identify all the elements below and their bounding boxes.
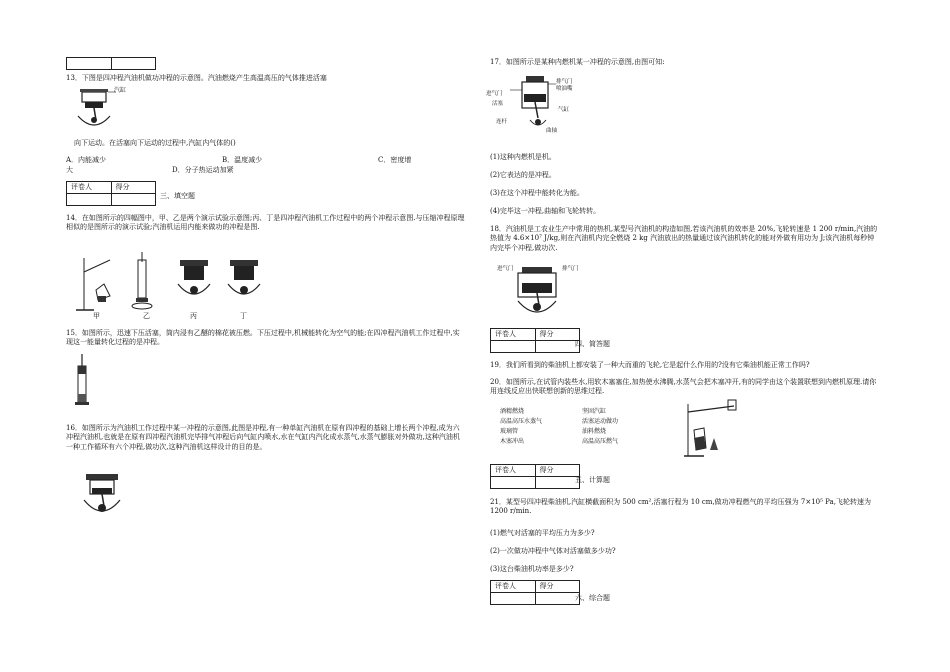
score-table-reviewer: 评卷人 (491, 581, 536, 593)
q14-label-jia: 甲 (93, 312, 100, 320)
q16-text: 16．如图所示为汽油机工作过程中某一冲程的示意图,此图是冲程,有一种单缸汽油机在原有四冲程的基础上增长两个冲程,成为六冲程汽油机,也就是在原有四冲程汽油机完毕排气冲程后向气缸内喷水,水在气缸内汽化成水蒸气,水蒸气膨胀对外做功,这种汽油机一种工作循环有六个冲程,做功次,这种汽油机这样设计的目的是。 (66, 424, 460, 451)
score-table-reviewer: 评卷人 (67, 182, 112, 194)
q15-text: 15．如图所示，迅速下压活塞，筒内浸有乙醚的棉花被压燃。下压过程中,机械能转化为空气的能;在四冲程汽油机工作过程中,实现这一能量转化过程的是冲程。 (66, 329, 460, 347)
q17-sub-1: (1)这种内燃机是机。 (490, 153, 556, 161)
q20-right-item: 坚固汽缸 (582, 408, 607, 415)
q14-label-bing: 丙 (190, 312, 197, 320)
q20-right-item: 高温高压燃气 (582, 438, 619, 445)
q20-left-item: 木塞冲出 (500, 438, 525, 445)
q17-label-piston: 活塞 (492, 101, 504, 107)
q13-engine-figure (72, 86, 142, 132)
score-table-score: 得分 (535, 581, 580, 593)
q17-label-spray: 喷油嘴 (556, 86, 573, 92)
q13-option-c-cont: 大 (66, 166, 73, 174)
score-table-3 (66, 181, 156, 206)
q20-left-item: 酒精燃烧 (500, 408, 525, 415)
q13-text: 13．下图是四冲程汽油机做功冲程的示意图。汽油燃烧产生高温高压的气体推进活塞 (66, 74, 327, 82)
score-table-score: 得分 (111, 182, 156, 194)
q20-text: 20．如图所示,在试管内装些水,用软木塞塞住,加热使水沸腾,水蒸气会把木塞冲开,有的同学由这个装置联想到内燃机原理.请你用连线反应出快联想创新的思维过程. (490, 378, 877, 396)
q14-label-ding: 丁 (240, 312, 247, 320)
q17-engine-figure (500, 72, 590, 138)
q14-figures (70, 250, 290, 316)
q13-text2: 向下运动。在活塞向下运动的过程中,汽缸内气体的() (74, 139, 236, 147)
q17-label-exhaust: 排气门 (556, 79, 573, 85)
section-6-title: 六、综合题 (575, 594, 610, 602)
score-table-4 (490, 328, 580, 353)
score-table-6 (490, 580, 580, 605)
q21-text: 21．某型号四冲程柴油机,汽缸横截面积为 500 cm²,活塞行程为 10 cm,做功冲程燃气的平均压强为 7×10⁵ Pa,飞轮转速为 1200 r/min. (490, 498, 871, 516)
q17-label-rod: 连杆 (496, 119, 508, 125)
score-table-reviewer: 评卷人 (491, 465, 536, 477)
q17-label-crank: 曲轴 (546, 128, 558, 134)
q14-label-yi: 乙 (143, 312, 150, 320)
q13-option-a: A．内能减少 (66, 156, 107, 164)
section-3-title: 三、填空题 (160, 192, 195, 200)
q13-option-d: D．分子热运动加紧 (172, 166, 234, 174)
score-table-score: 得分 (535, 465, 580, 477)
q20-right-item: 油料燃烧 (582, 428, 607, 435)
score-table-5 (490, 464, 580, 489)
q20-right-item: 活塞运动做功 (582, 418, 619, 425)
q17-label-intake: 进气门 (486, 91, 503, 97)
section-5-title: 五、计算题 (575, 476, 610, 484)
q14-text: 14．在如图所示的四幅图中，甲、乙是两个演示试验示意图;丙、丁是四冲程汽油机工作过程中的两个冲程示意图.与压缩冲程原理相似的是图所示的演示试验;汽油机运用内能来做功的冲程是图. (66, 214, 465, 232)
q19-text: 19．我们所看到的柴油机上都安装了一种大而重的飞轮,它是起什么作用的?没有它柴油机能正常工作吗? (490, 361, 810, 369)
q17-label-cylinder: 气缸 (558, 107, 570, 113)
q20-apparatus-figure (684, 398, 748, 460)
q15-syringe-figure (72, 354, 92, 412)
q20-right-list (582, 407, 618, 447)
q13-option-c: C．密度增 (378, 156, 412, 164)
score-table-top (66, 57, 156, 70)
score-table-score: 得分 (535, 329, 580, 341)
section-4-title: 四、简答题 (575, 340, 610, 348)
q18-text: 18．汽油机是工农业生产中常用的热机,某型号汽油机的构造如图,若该汽油机的效率是 20%,飞轮转速是 1 200 r/min,汽油的热值为 4.6×10⁷ J/kg,则在汽油机内完全燃烧 2 kg 汽油放出的热量通过该汽油机转化的能对外做有用功为 J;该汽油机每秒钟内完毕个冲程,做功次. (490, 225, 878, 252)
q20-left-list (500, 407, 542, 447)
score-table-reviewer: 评卷人 (491, 329, 536, 341)
q20-left-item: 玻璃管 (500, 428, 519, 435)
q21-sub-3: (3)这台柴油机功率是多少? (490, 565, 574, 573)
q18-label-intake: 进气门 (497, 266, 514, 272)
q21-sub-2: (2)一次做功冲程中气体对活塞做多少功? (490, 547, 616, 555)
q16-engine-figure (76, 470, 132, 520)
q17-sub-3: (3)在这个冲程中能转化为能。 (490, 189, 584, 197)
q20-left-item: 高温高压水蒸气 (500, 418, 543, 425)
q21-sub-1: (1)燃气对活塞的平均压力为多少? (490, 529, 595, 537)
q17-text: 17．如图所示是某种内燃机某一冲程的示意图,由图可知: (490, 58, 665, 66)
q17-sub-2: (2)它表达的是冲程。 (490, 171, 556, 179)
q18-label-exhaust: 排气门 (562, 266, 579, 272)
q13-option-b: B．温度减少 (222, 156, 263, 164)
q13-label-cylinder: 汽缸 (114, 87, 127, 94)
q17-sub-4: (4)完毕这一冲程,曲轴和飞轮转转。 (490, 207, 601, 215)
